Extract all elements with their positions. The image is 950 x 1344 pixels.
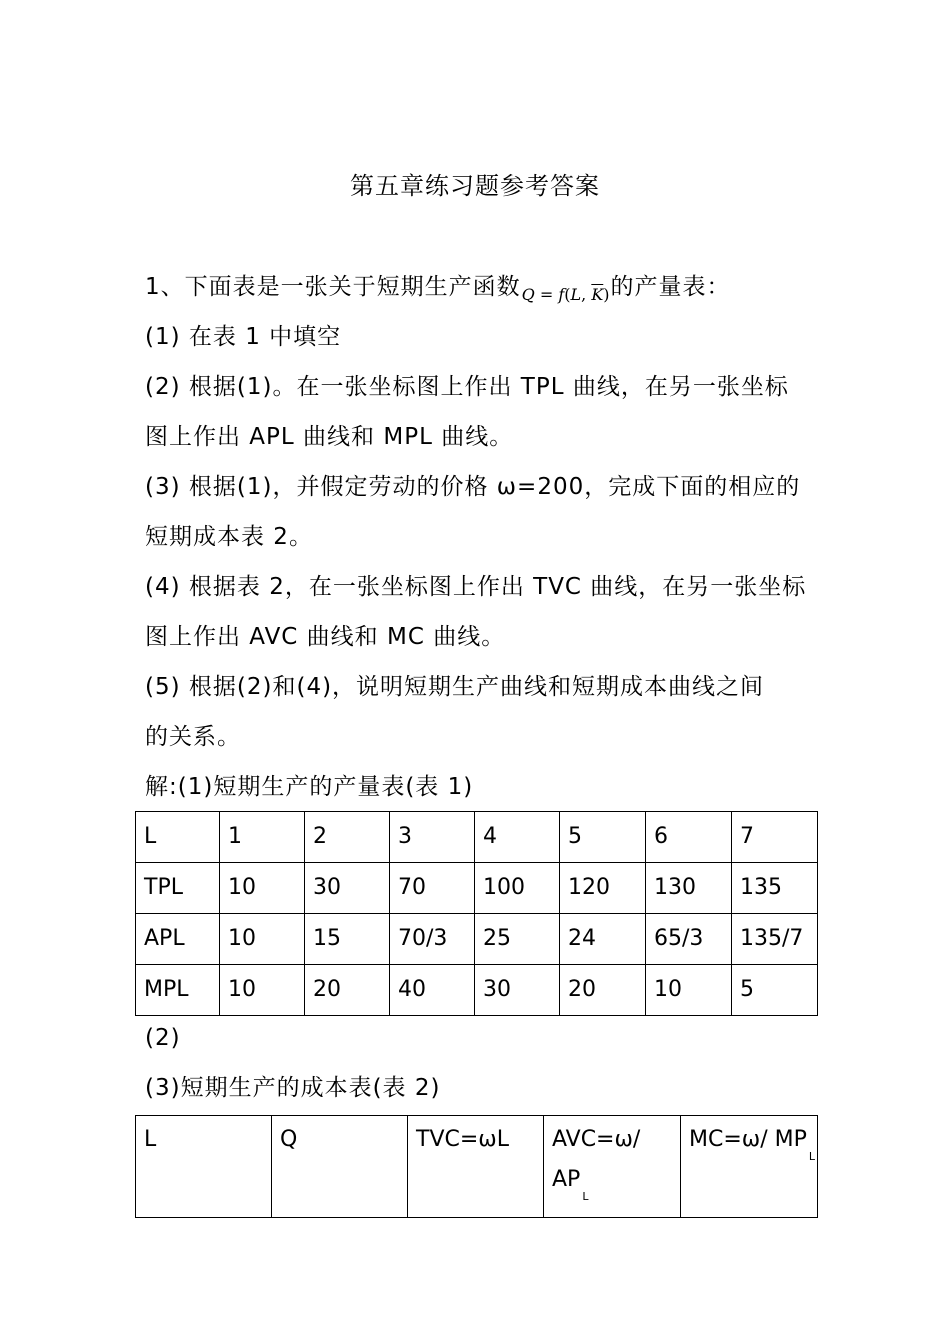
question-item: (3) 根据(1)，并假定劳动的价格 ω=200，完成下面的相应的: [145, 474, 801, 500]
table-cell: 7: [732, 812, 818, 863]
formula-q: Q: [521, 285, 535, 304]
document-title: 第五章练习题参考答案: [350, 172, 600, 200]
table-cell: 20: [305, 965, 390, 1016]
formula-k-bar: $\overline{K}$: [591, 285, 604, 304]
cost-table: [135, 1115, 818, 1218]
table-cell: 40: [390, 965, 475, 1016]
question-item: 图上作出 AVC 曲线和 MC 曲线。: [145, 624, 506, 650]
question-item: (4) 根据表 2，在一张坐标图上作出 TVC 曲线，在另一张坐标: [145, 574, 807, 600]
production-function-formula: [522, 270, 610, 320]
question-intro: [145, 262, 817, 312]
table-cell: 30: [305, 863, 390, 914]
avc-line-2: [552, 1160, 680, 1217]
table-row: [136, 1116, 818, 1218]
table-header-cell-avc: [544, 1116, 681, 1218]
question-item: 短期成本表 2。: [145, 524, 313, 550]
avc-ap: AP: [552, 1167, 581, 1192]
formula-comma: ,: [581, 285, 592, 304]
question-intro-tail: 的产量表：: [610, 274, 731, 300]
question-item: 的关系。: [145, 724, 241, 750]
table-header-cell-mc: [681, 1116, 818, 1218]
production-table: [135, 811, 818, 1016]
table-row: [136, 965, 818, 1016]
table-cell: 4: [475, 812, 560, 863]
table-cell: 2: [305, 812, 390, 863]
table-cell: 135/7: [732, 914, 818, 965]
table-header-cell: TVC=ωL: [408, 1116, 544, 1218]
table-cell: 10: [646, 965, 732, 1016]
after-table1-block: [145, 1013, 440, 1113]
table-cell: 25: [475, 914, 560, 965]
avc-subscript: L: [582, 1190, 589, 1203]
table-cell: 10: [220, 965, 305, 1016]
part3-heading: (3)短期生产的成本表(表 2): [145, 1075, 441, 1101]
table-cell: 5: [560, 812, 646, 863]
table-row: [136, 914, 818, 965]
table-cell: 3: [390, 812, 475, 863]
question-block: [145, 262, 817, 812]
part2-label: (2): [145, 1025, 181, 1051]
table-cell: 70: [390, 863, 475, 914]
question-item: 图上作出 APL 曲线和 MPL 曲线。: [145, 424, 514, 450]
formula-open: (: [564, 285, 571, 304]
table-cell: 100: [475, 863, 560, 914]
formula-eq: =: [534, 285, 559, 304]
table-cell: 24: [560, 914, 646, 965]
question-item: (5) 根据(2)和(4)，说明短期生产曲线和短期成本曲线之间: [145, 674, 765, 700]
solution-heading: 解:(1)短期生产的产量表(表 1): [145, 774, 474, 800]
table-cell: 5: [732, 965, 818, 1016]
mc-subscript: L: [808, 1150, 815, 1163]
question-intro-text: 1、下面表是一张关于短期生产函数: [145, 274, 521, 300]
table-header-cell: Q: [272, 1116, 408, 1218]
avc-line-1: AVC=ω/: [552, 1127, 641, 1152]
table-cell: 15: [305, 914, 390, 965]
table-cell: 10: [220, 863, 305, 914]
table-cell: MPL: [136, 965, 220, 1016]
table-cell: APL: [136, 914, 220, 965]
table-cell: 30: [475, 965, 560, 1016]
table-cell: 6: [646, 812, 732, 863]
table-row: [136, 812, 818, 863]
question-item: (2) 根据(1)。在一张坐标图上作出 TPL 曲线，在另一张坐标: [145, 374, 789, 400]
table-cell: 120: [560, 863, 646, 914]
table-cell: L: [136, 812, 220, 863]
table-cell: 65/3: [646, 914, 732, 965]
formula-f: f: [558, 285, 565, 304]
table-header-cell: L: [136, 1116, 272, 1218]
table-cell: 70/3: [390, 914, 475, 965]
table-cell: 10: [220, 914, 305, 965]
table-cell: 1: [220, 812, 305, 863]
table-row: [136, 863, 818, 914]
table-cell: 135: [732, 863, 818, 914]
table-cell: 130: [646, 863, 732, 914]
mc-text: MC=ω/ MP: [689, 1127, 807, 1152]
table-cell: 20: [560, 965, 646, 1016]
question-item: (1) 在表 1 中填空: [145, 324, 342, 350]
formula-l: L: [570, 285, 582, 304]
formula-close: ): [603, 285, 610, 304]
table-cell: TPL: [136, 863, 220, 914]
